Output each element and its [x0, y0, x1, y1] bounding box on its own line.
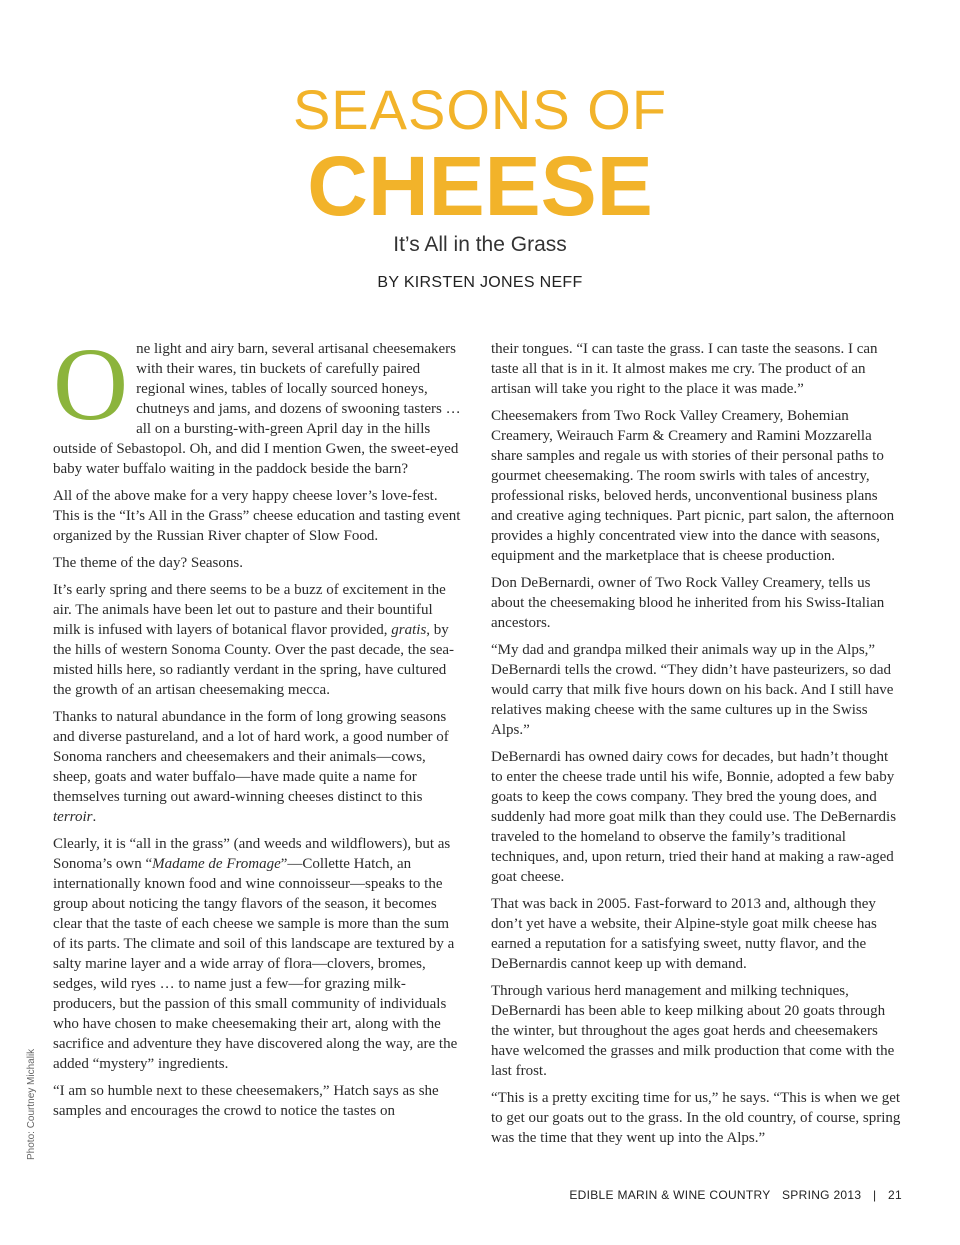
paragraph: The theme of the day? Seasons. — [53, 555, 243, 571]
page-footer — [561, 1188, 902, 1202]
photo-credit: Photo: Courtney Michalik — [26, 1048, 37, 1160]
article-column-left — [53, 327, 463, 1128]
paragraph: Through various herd management and milking techniques, DeBernardi has been able to keep milking about 20 goats through the winter, but throughout the ages goat herds and cheesemakers have welcomed the grasses and milk production that come with the last frost. — [491, 983, 895, 1079]
paragraph: their tongues. “I can taste the grass. I can taste the seasons. I can taste all that is in it. It almost makes me cry. The product of an artisan will take you right to the place it was made.” — [491, 341, 878, 397]
paragraph: Clearly, it is “all in the grass” (and weeds and wildflowers), but as Sonoma’s own “Madame de Fromage”—Collette Hatch, an internationally known food and wine connoisseur—speaks to the group about noticing the tangy flavors of the season, it becomes clear that the taste of each cheese we sample is more than the sum of its parts. The climate and soil of this landscape are textured by a salty marine layer and a wide array of flora—clovers, bromes, sedges, wild ryes … to name just a few—for grazing milk-producers, but the passion of this small community of individuals who have chosen to make cheesemaking their art, along with the sacrifice and adventure they have discovered along the way, are the added “mystery” ingredients. — [53, 836, 458, 1072]
article-subtitle: It’s All in the Grass — [393, 233, 567, 256]
paragraph: It’s early spring and there seems to be a buzz of excitement in the air. The animals have been let out to pasture and their bountiful milk is infused with layers of botanical flavor provided, gratis, by the hills of western Sonoma County. Over the past decade, the sea-misted hills here, so radiantly verdant in the spring, have cultured the growth of an artisan cheesemaking mecca. — [53, 582, 455, 698]
footer-issue: SPRING 2013 — [782, 1188, 862, 1202]
article-byline: BY KIRSTEN JONES NEFF — [377, 274, 583, 291]
article-column-right — [491, 339, 901, 1155]
drop-cap: O — [53, 327, 129, 442]
paragraph: Don DeBernardi, owner of Two Rock Valley Creamery, tells us about the cheesemaking blood he inherited from his Swiss-Italian ancestors. — [491, 575, 885, 631]
article-title: CHEESE — [307, 139, 653, 233]
paragraph: “My dad and grandpa milked their animals way up in the Alps,” DeBernardi tells the crowd. “They didn’t have pasteurizers, so dad would carry that milk five hours down on his back. And I still have relatives making cheese with the same cultures up in the Swiss Alps.” — [491, 642, 894, 738]
article-kicker: SEASONS OF — [292, 78, 668, 141]
paragraph: DeBernardi has owned dairy cows for decades, but hadn’t thought to enter the cheese trade until his wife, Bonnie, adopted a few baby goats to keep the cows company. They bred the young does, and suddenly had more goat milk than they could use. The DeBernardis traveled to the homeland to observe the family’s traditional techniques, and, upon return, tried their hand at making a raw-aged goat cheese. — [491, 749, 897, 885]
paragraph: One light and airy barn, several artisanal cheesemakers with their wares, tin buckets of carefully paired regional wines, tables of locally sourced honeys, chutneys and jams, and dozens of swooning tasters … all on a bursting-with-green April day in the hills outside of Sebastopol. Oh, and did I mention Gwen, the sweet-eyed baby water buffalo waiting in the paddock beside the barn? — [53, 327, 461, 477]
paragraph: That was back in 2005. Fast-forward to 2013 and, although they don’t yet have a website, their Alpine-style goat milk cheese has earned a reputation for a satisfying sweet, nutty flavor, and the DeBernardis cannot keep up with demand. — [491, 896, 877, 972]
paragraph: Thanks to natural abundance in the form of long growing seasons and diverse pastureland, and a lot of hard work, a good number of Sonoma ranchers and cheesemakers and their animals—cows, sheep, goats and water buffalo—have made quite a name for themselves turning out award-winning cheeses distinct to this terroir. — [53, 709, 449, 825]
paragraph: Cheesemakers from Two Rock Valley Creamery, Bohemian Creamery, Weirauch Farm & Creamery and Ramini Mozzarella share samples and regale us with stories of their personal paths to gourmet cheesemaking. The room swirls with tales of ancestry, professional risks, beloved herds, unconventional business plans and creative aging techniques. Part picnic, part salon, the afternoon provides a highly concentrated view into the dance with seasons, equipment and the marketplace that is cheese production. — [491, 408, 895, 564]
footer-publication: EDIBLE MARIN & WINE COUNTRY — [569, 1188, 771, 1202]
paragraph: “I am so humble next to these cheesemakers,” Hatch says as she samples and encourages the crowd to notice the tastes on — [53, 1083, 439, 1119]
page-number: 21 — [888, 1188, 902, 1202]
footer-separator: | — [872, 1188, 877, 1202]
paragraph: All of the above make for a very happy cheese lover’s love-fest. This is the “It’s All in the Grass” cheese education and tasting event organized by the Russian River chapter of Slow Food. — [53, 488, 461, 544]
paragraph: “This is a pretty exciting time for us,” he says. “This is when we get to get our goats out to the grass. In the old country, of course, spring was the time that they went up into the Alps.” — [491, 1090, 901, 1146]
